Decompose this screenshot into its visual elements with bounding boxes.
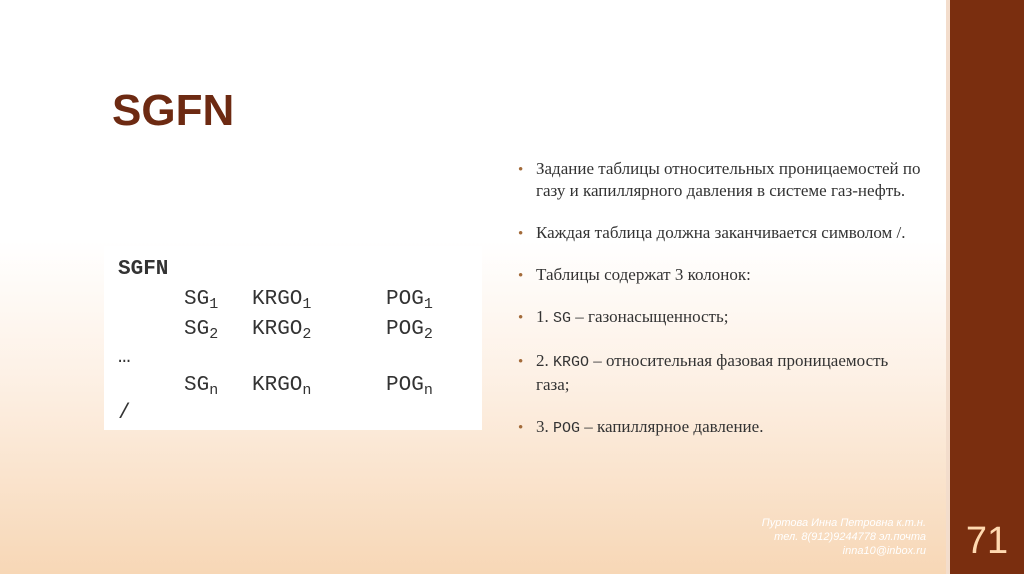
bullet-item: • 2. KRGO – относительная фазовая проницаемость газа;	[518, 351, 889, 394]
author-email: inna10@inbox.ru	[842, 545, 926, 557]
bullet-item: • Таблицы содержат 3 колонок:	[516, 264, 926, 286]
bullet-dot-icon: •	[518, 354, 524, 370]
slide-title: SGFN	[112, 86, 235, 135]
code-example	[104, 246, 482, 430]
code-keyword: SGFN	[118, 258, 169, 281]
bullet-item: • Каждая таблица должна заканчивается символом /.	[516, 222, 926, 244]
inline-code: POG	[553, 420, 581, 437]
author-footer	[660, 516, 926, 558]
code-ellipsis: …	[118, 346, 131, 369]
code-row-2-col-3: $POG_2$	[386, 318, 433, 343]
bullet-item: • Задание таблицы относительных проницаемостей по газу и капиллярного давления в системе газ-нефть.	[518, 159, 921, 200]
author-name: Пуртова Инна Петровна к.т.н.	[761, 517, 926, 529]
right-accent-band	[950, 0, 1024, 574]
code-terminator: /	[118, 402, 131, 425]
inline-code: KRGO	[553, 354, 590, 371]
code-row-1-col-3: $POG_1$	[386, 288, 433, 313]
code-row-n-col-3: $POG_n$	[386, 374, 433, 399]
inline-code: SG	[553, 310, 572, 327]
code-row-2-col-2: $KRGO_2$	[252, 318, 312, 343]
bullet-list	[516, 158, 926, 460]
code-row-2-col-1: $SG_2$	[184, 318, 219, 343]
bullet-dot-icon: •	[518, 162, 524, 178]
code-row-1-col-1: $SG_1$	[184, 288, 219, 313]
bullet-dot-icon: •	[518, 226, 524, 242]
bullet-dot-icon: •	[518, 268, 524, 284]
author-phone: тел. 8(912)9244778 эл.почта	[774, 531, 926, 543]
code-row-n-col-1: $SG_n$	[184, 374, 219, 399]
bullet-dot-icon: •	[518, 310, 524, 326]
code-row-1-col-2: $KRGO_1$	[252, 288, 312, 313]
code-row-n-col-2: $KRGO_n$	[252, 374, 312, 399]
page-number: 71	[965, 520, 1009, 562]
bullet-item: • 3. POG – капиллярное давление.	[518, 417, 764, 437]
bullet-item: • 1. SG – газонасыщенность;	[518, 307, 729, 327]
bullet-dot-icon: •	[518, 420, 524, 436]
